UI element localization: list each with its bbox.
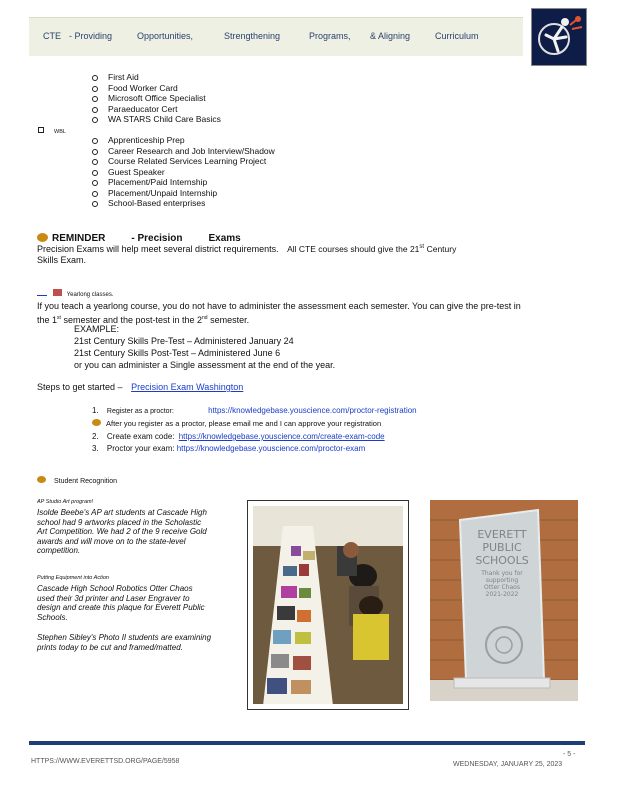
list-item: Career Research and Job Interview/Shadow xyxy=(90,146,275,157)
footer-date: WEDNESDAY, JANUARY 25, 2023 xyxy=(453,761,563,768)
list-item: Course Related Services Learning Project xyxy=(90,156,275,167)
footer-bar xyxy=(29,741,585,745)
example-line: 21st Century Skills Pre-Test – Administered January 24 xyxy=(74,336,294,346)
header-segment: Strengthening xyxy=(224,31,281,41)
paw-icon xyxy=(92,419,101,426)
header-segment: & Aligning xyxy=(370,31,411,41)
list-item: First Aid xyxy=(90,72,221,83)
list-item: Paraeducator Cert xyxy=(90,104,221,115)
precision-exam-link[interactable]: Precision Exam Washington xyxy=(131,382,244,392)
list-item: Placement/Paid Internship xyxy=(90,177,275,188)
header-segment: Programs, xyxy=(309,31,351,41)
reminder-text: Precision Exams will help meet several district requirements. All CTE courses should give the 21st Century xyxy=(37,244,457,254)
example-line: or you can administer a Single assessment at the end of the year. xyxy=(74,360,336,370)
proctor-exam-link[interactable]: https://knowledgebase.youscience.com/proctor-exam xyxy=(176,444,366,453)
page-number: - 5 - xyxy=(563,751,576,758)
header-band xyxy=(29,17,523,56)
header-segment: CTE xyxy=(43,31,61,41)
list-item: School-Based enterprises xyxy=(90,198,275,209)
list-item: Apprenticeship Prep xyxy=(90,135,275,146)
equipment-text: Cascade High School Robotics Otter Chaos used their 3d printer and Laser Engraver to design and create this plaque for Everett Public Schools. xyxy=(37,584,205,622)
paw-icon xyxy=(37,476,46,483)
recognition-heading: Student Recognition xyxy=(37,476,117,485)
wbl-list xyxy=(90,135,275,209)
steps-intro: Steps to get started – Precision Exam Washington xyxy=(37,382,244,392)
reminder-text-2: Skills Exam. xyxy=(37,255,87,265)
ap-heading: AP Studio Art program! xyxy=(37,499,94,505)
yearlong-icon xyxy=(53,289,62,296)
list-item: Guest Speaker xyxy=(90,167,275,178)
yearlong-paragraph: If you teach a yearlong course, you do not have to administer the assessment each semester. You can give the pre-test in xyxy=(37,301,521,311)
students-photo xyxy=(247,500,409,710)
credential-list xyxy=(90,72,221,125)
header-segment: - Providing xyxy=(69,31,113,41)
wbl-bullet xyxy=(38,127,66,135)
example-line: 21st Century Skills Post-Test – Administered June 6 xyxy=(74,348,281,358)
ap-text: Isolde Beebe's AP art students at Cascade High school had 9 artworks placed in the Scholastic Art Competition. We had 2 of the 9 receive Gold awards and will move on to the state-level competition. xyxy=(37,508,207,555)
plaque-photo xyxy=(430,500,578,701)
paw-icon xyxy=(37,233,48,242)
step-1: 1. Register as a proctor: https://knowledgebase.youscience.com/proctor-registration xyxy=(92,406,417,415)
footer-url[interactable]: HTTPS://WWW.EVERETTSD.ORG/PAGE/5958 xyxy=(31,758,180,765)
list-item: WA STARS Child Care Basics xyxy=(90,114,221,125)
reminder-heading: REMINDER - Precision Exams xyxy=(37,228,241,246)
header-segment: Opportunities, xyxy=(137,31,194,41)
district-logo xyxy=(531,8,587,66)
header-segment: Curriculum xyxy=(435,31,479,41)
step-note: After you register as a proctor, please email me and I can approve your registration xyxy=(92,419,381,429)
list-item: Food Worker Card xyxy=(90,83,221,94)
proctor-registration-link[interactable]: https://knowledgebase.youscience.com/proctor-registration xyxy=(208,406,417,415)
yearlong-label: Yearlong classes. xyxy=(37,289,113,298)
example-label: EXAMPLE: xyxy=(74,324,120,334)
wbl-label: WBL xyxy=(54,129,66,135)
step-2: 2. Create exam code: https://knowledgebase.youscience.com/create-exam-code xyxy=(92,432,385,441)
equipment-heading: Putting Equipment into Action xyxy=(37,575,109,581)
yearlong-paragraph-2: the 1st semester and the post-test in the 2nd semester. xyxy=(37,315,250,325)
plaque-engraving: EVERETT PUBLIC SCHOOLS Thank you for supporting Otter Chaos 2021-2022 xyxy=(475,528,529,598)
step-3: 3. Proctor your exam: https://knowledgebase.youscience.com/proctor-exam xyxy=(92,444,366,453)
list-item: Microsoft Office Specialist xyxy=(90,93,221,104)
create-exam-code-link[interactable]: https://knowledgebase.youscience.com/create-exam-code xyxy=(178,432,385,441)
list-item: Placement/Unpaid Internship xyxy=(90,188,275,199)
photo-class-text: Stephen Sibley's Photo II students are examining prints today to be cut and framed/matted. xyxy=(37,633,212,652)
